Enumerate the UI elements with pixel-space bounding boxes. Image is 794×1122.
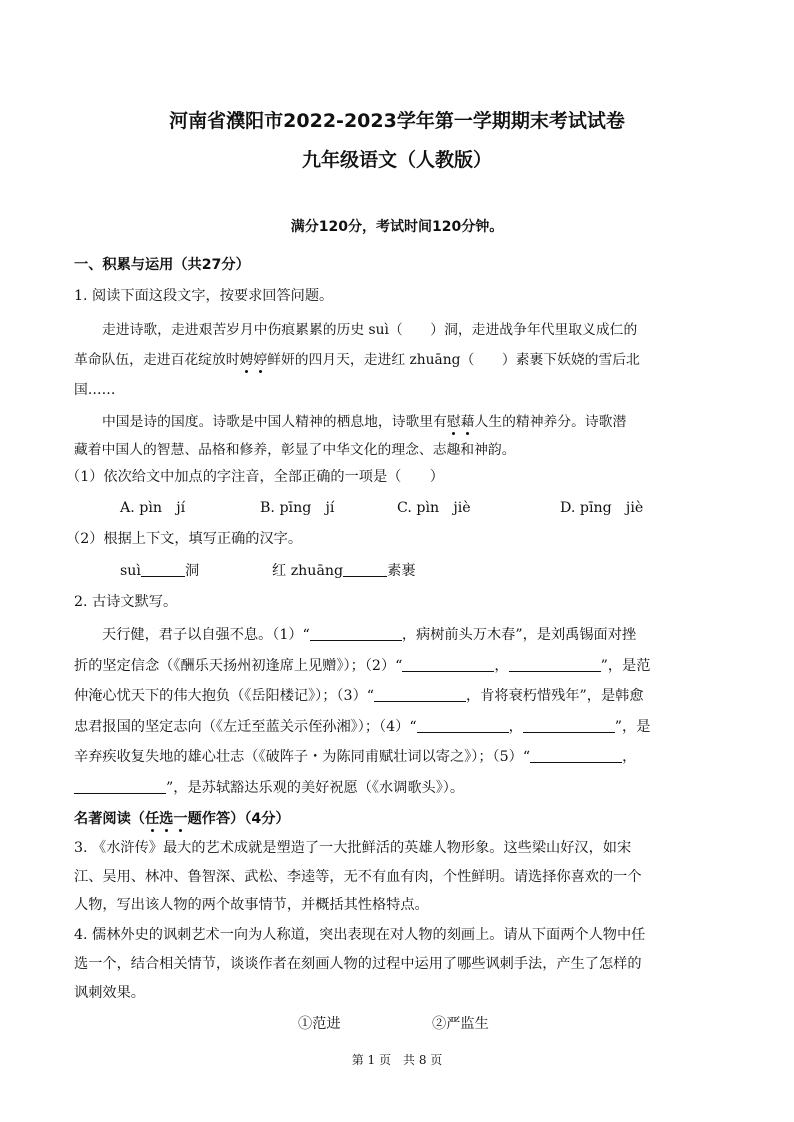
- passage-line-4-a: 中国是诗的国度。诗歌是中国人精神的栖息地，诗歌里有: [102, 414, 447, 430]
- passage-line-2: [74, 348, 640, 368]
- passage-line-2-b: 鲜妍的四月天，走进红 zhuāng（ ）素裹下妖娆的雪后北: [267, 352, 640, 368]
- dotted-char-ping: 娉: [239, 352, 254, 368]
- dotted-char-wei: 慰: [446, 414, 461, 430]
- fill-zhuang-blank[interactable]: [343, 562, 387, 577]
- poem-blank-2a[interactable]: [402, 657, 494, 672]
- q4-line-1: 4. 儒林外史的讽刺艺术一向为人称道，突出表现在对人物的刻画上。请从下面两个人物中任: [74, 927, 646, 943]
- passage-line-3: 国……: [74, 382, 116, 398]
- section2-heading-a: 名著阅读（: [74, 811, 145, 827]
- poem-line-6: [74, 777, 464, 797]
- poem-blank-5a[interactable]: [530, 748, 622, 763]
- dotted-char-jie: 藉: [460, 414, 475, 430]
- choice-yanjiansheng[interactable]: ②严监生: [432, 1016, 489, 1032]
- poem-blank-1[interactable]: [310, 626, 402, 641]
- page-footer: 第 1 页 共 8 页: [351, 1053, 443, 1067]
- poem-line-2-b: ，: [494, 658, 509, 674]
- exam-info: 满分120分，考试时间120分钟。: [290, 219, 504, 235]
- poem-line-1: [102, 624, 636, 644]
- q4-line-2: 选一个，结合相关情节，谈谈作者在刻画人物的过程中运用了哪些讽刺手法，产生了怎样的: [74, 956, 642, 972]
- section1-heading: 一、积累与运用（共27分）: [74, 257, 250, 273]
- section2-heading: [74, 808, 290, 828]
- dotted-char-ren: 任: [144, 811, 160, 827]
- poem-blank-4a[interactable]: [417, 718, 509, 733]
- passage-line-2-a: 革命队伍，走进百花绽放时: [74, 352, 240, 368]
- fill-sui-blank[interactable]: [141, 562, 185, 577]
- poem-line-4: [74, 716, 650, 736]
- option-c[interactable]: C. pìn jiè: [397, 500, 471, 516]
- poem-line-6-a: ”，是苏轼豁达乐观的美好祝愿（《水调歌头》）。: [166, 780, 465, 796]
- poem-blank-5b[interactable]: [74, 779, 166, 794]
- q4-line-3: 讽刺效果。: [74, 985, 145, 1001]
- passage-line-4: [102, 410, 626, 430]
- fill-zhuang-post: 素裹: [387, 563, 416, 579]
- q1-sub1: （1）依次给文中加点的字注音，全部正确的一项是（ ）: [66, 469, 444, 485]
- option-d[interactable]: D. pīng jiè: [560, 500, 644, 516]
- poem-line-4-b: ，: [508, 719, 523, 735]
- passage-line-4-b: 人生的精神养分。诗歌潜: [474, 414, 627, 430]
- poem-blank-3[interactable]: [374, 687, 466, 702]
- poem-line-1-b: ，病树前头万木春”，是刘禹锡面对挫: [401, 627, 637, 643]
- q3-line-3: 人物，写出该人物的两个故事情节，并概括其性格特点。: [74, 897, 429, 913]
- option-b[interactable]: B. pīng jí: [260, 500, 335, 516]
- q2-stem: 2. 古诗文默写。: [74, 594, 178, 610]
- q3-line-2: 江、吴用、林冲、鲁智深、武松、李逵等，无不有血有肉，个性鲜明。请选择你喜欢的一个: [74, 869, 642, 885]
- poem-line-4-c: ”，是: [614, 719, 651, 735]
- q1-stem: 1. 阅读下面这段文字，按要求回答问题。: [74, 288, 334, 304]
- poem-line-5-b: ，: [622, 749, 637, 765]
- exam-subtitle: 九年级语文（人教版）: [301, 149, 492, 171]
- poem-line-1-a: 天行健，君子以自强不息。（1）“: [102, 627, 310, 643]
- fill-sui-post: 洞: [184, 563, 200, 579]
- poem-blank-2b[interactable]: [509, 657, 601, 672]
- poem-line-3: [74, 685, 644, 705]
- option-a[interactable]: A. pìn jí: [120, 500, 186, 516]
- passage-line-1: 走进诗歌，走进艰苦岁月中伤痕累累的历史 suì（ ）洞，走进战争年代里取义成仁的: [102, 322, 638, 338]
- fill-sui-pre: suì: [120, 563, 141, 579]
- poem-line-5-a: 辛弃疾收复失地的雄心壮志（《破阵子・为陈同甫赋壮词以寄之》）；（5）“: [74, 749, 531, 765]
- poem-line-5: [74, 746, 636, 766]
- dotted-char-yi: 一: [173, 811, 188, 827]
- fill-zhuang-pre: 红 zhuāng: [272, 563, 344, 579]
- q1-sub2: （2）根据上下文，填写正确的汉字。: [66, 531, 303, 547]
- fill-zhuang: [272, 560, 416, 580]
- choice-fanjin[interactable]: ①范进: [298, 1016, 341, 1032]
- poem-blank-4b[interactable]: [523, 718, 615, 733]
- fill-sui: [120, 560, 199, 580]
- q3-line-1: 3. 《水浒传》最大的艺术成就是塑造了一大批鲜活的英雄人物形象。这些梁山好汉，如宋: [74, 840, 632, 856]
- poem-line-2: [74, 655, 650, 675]
- dotted-char-ting: 婷: [253, 352, 268, 368]
- poem-line-2-c: ”，是范: [600, 658, 651, 674]
- poem-line-3-a: 仲淹心忧天下的伟大抱负（《岳阳楼记》）；（3）“: [74, 688, 375, 704]
- poem-line-3-b: ，肯将衰朽惜残年”，是韩愈: [466, 688, 644, 704]
- passage-line-5: 藏着中国人的智慧、品格和修养，彰显了中华文化的理念、志趣和神韵。: [74, 442, 516, 458]
- dotted-char-xuan: 选: [159, 811, 174, 827]
- poem-line-2-a: 折的坚定信念（《酬乐天扬州初逢席上见赠》）；（2）“: [74, 658, 403, 674]
- section2-heading-b: 题作答）（4分）: [187, 811, 290, 827]
- poem-line-4-a: 忠君报国的坚定志向（《左迁至蓝关示侄孙湘》）；（4）“: [74, 719, 417, 735]
- exam-title: 河南省濮阳市2022-2023学年第一学期期末考试试卷: [169, 110, 625, 132]
